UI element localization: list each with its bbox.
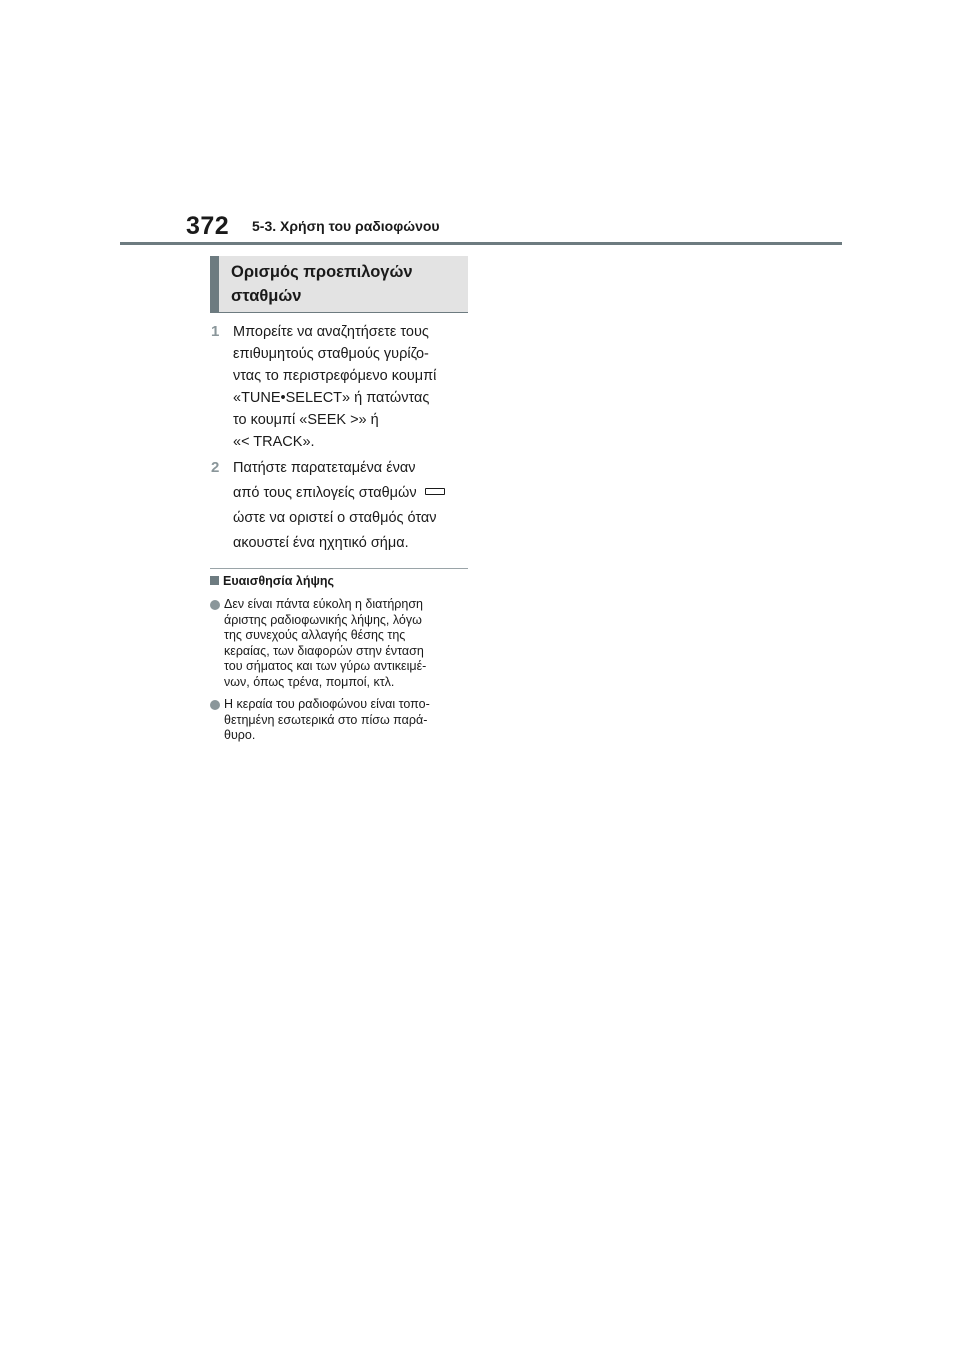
- step-text-line-with-icon: [211, 481, 471, 506]
- note-divider: [210, 568, 468, 569]
- step-text-line: το κουμπί «SEEK >» ή: [233, 412, 379, 428]
- circle-bullet-icon: [210, 600, 220, 610]
- section-title-line: σταθμών: [231, 287, 302, 305]
- bullet-text-line: του σήματος και των γύρω αντικειμέ-: [224, 659, 427, 673]
- square-bullet-icon: [210, 576, 219, 585]
- page-number: 372: [186, 212, 230, 240]
- step-number: 1: [211, 323, 220, 340]
- preset-button-icon: [425, 488, 445, 495]
- bullet-text-line: Η κεραία του ραδιοφώνου είναι τοπο-: [224, 697, 430, 711]
- step-text-line: Πατήστε παρατεταμένα έναν: [233, 460, 416, 476]
- step-text-line: Μπορείτε να αναζητήσετε τους: [233, 324, 429, 340]
- section-underline: [210, 312, 468, 313]
- bullet-text-line: νων, όπως τρένα, πομποί, κτλ.: [224, 674, 395, 689]
- note-bullet-1: [210, 597, 472, 690]
- step-text: από τους επιλογείς σταθμών: [233, 485, 417, 501]
- step-text-line: «< TRACK».: [233, 434, 315, 450]
- bullet-text-line: της συνεχούς αλλαγής θέσης της: [224, 628, 406, 642]
- header-rule: [120, 242, 842, 245]
- step-text-line: ντας το περιστρεφόμενο κουμπί: [233, 368, 437, 384]
- chapter-header-title: 5-3. Χρήση του ραδιοφώνου: [252, 218, 440, 234]
- bullet-text-line: Δεν είναι πάντα εύκολη η διατήρηση: [224, 597, 424, 611]
- step-text-line: «TUNE•SELECT» ή πατώντας: [233, 390, 430, 406]
- note-bullet-2: [210, 697, 472, 744]
- step-text-line: ώστε να οριστεί ο σταθμός όταν: [233, 510, 437, 526]
- bullet-text-line: κεραίας, των διαφορών στην ένταση: [224, 643, 424, 658]
- step-text-line: επιθυμητούς σταθμούς γυρίζο-: [233, 346, 429, 362]
- note-heading: [210, 574, 334, 588]
- note-heading-text: Ευαισθησία λήψης: [223, 574, 335, 588]
- section-title-line: Ορισμός προεπιλογών: [231, 263, 413, 281]
- section-title-box: [210, 256, 468, 312]
- circle-bullet-icon: [210, 700, 220, 710]
- step-2: [211, 456, 471, 556]
- step-1: [211, 321, 471, 453]
- step-number: 2: [211, 459, 220, 476]
- bullet-text-line: θετημένη εσωτερικά στο πίσω παρά-: [224, 712, 428, 727]
- bullet-text-line: θυρο.: [224, 728, 256, 742]
- bullet-text-line: άριστης ραδιοφωνικής λήψης, λόγω: [224, 612, 422, 627]
- section-title: [231, 260, 413, 308]
- step-text-line: ακουστεί ένα ηχητικό σήμα.: [233, 535, 409, 551]
